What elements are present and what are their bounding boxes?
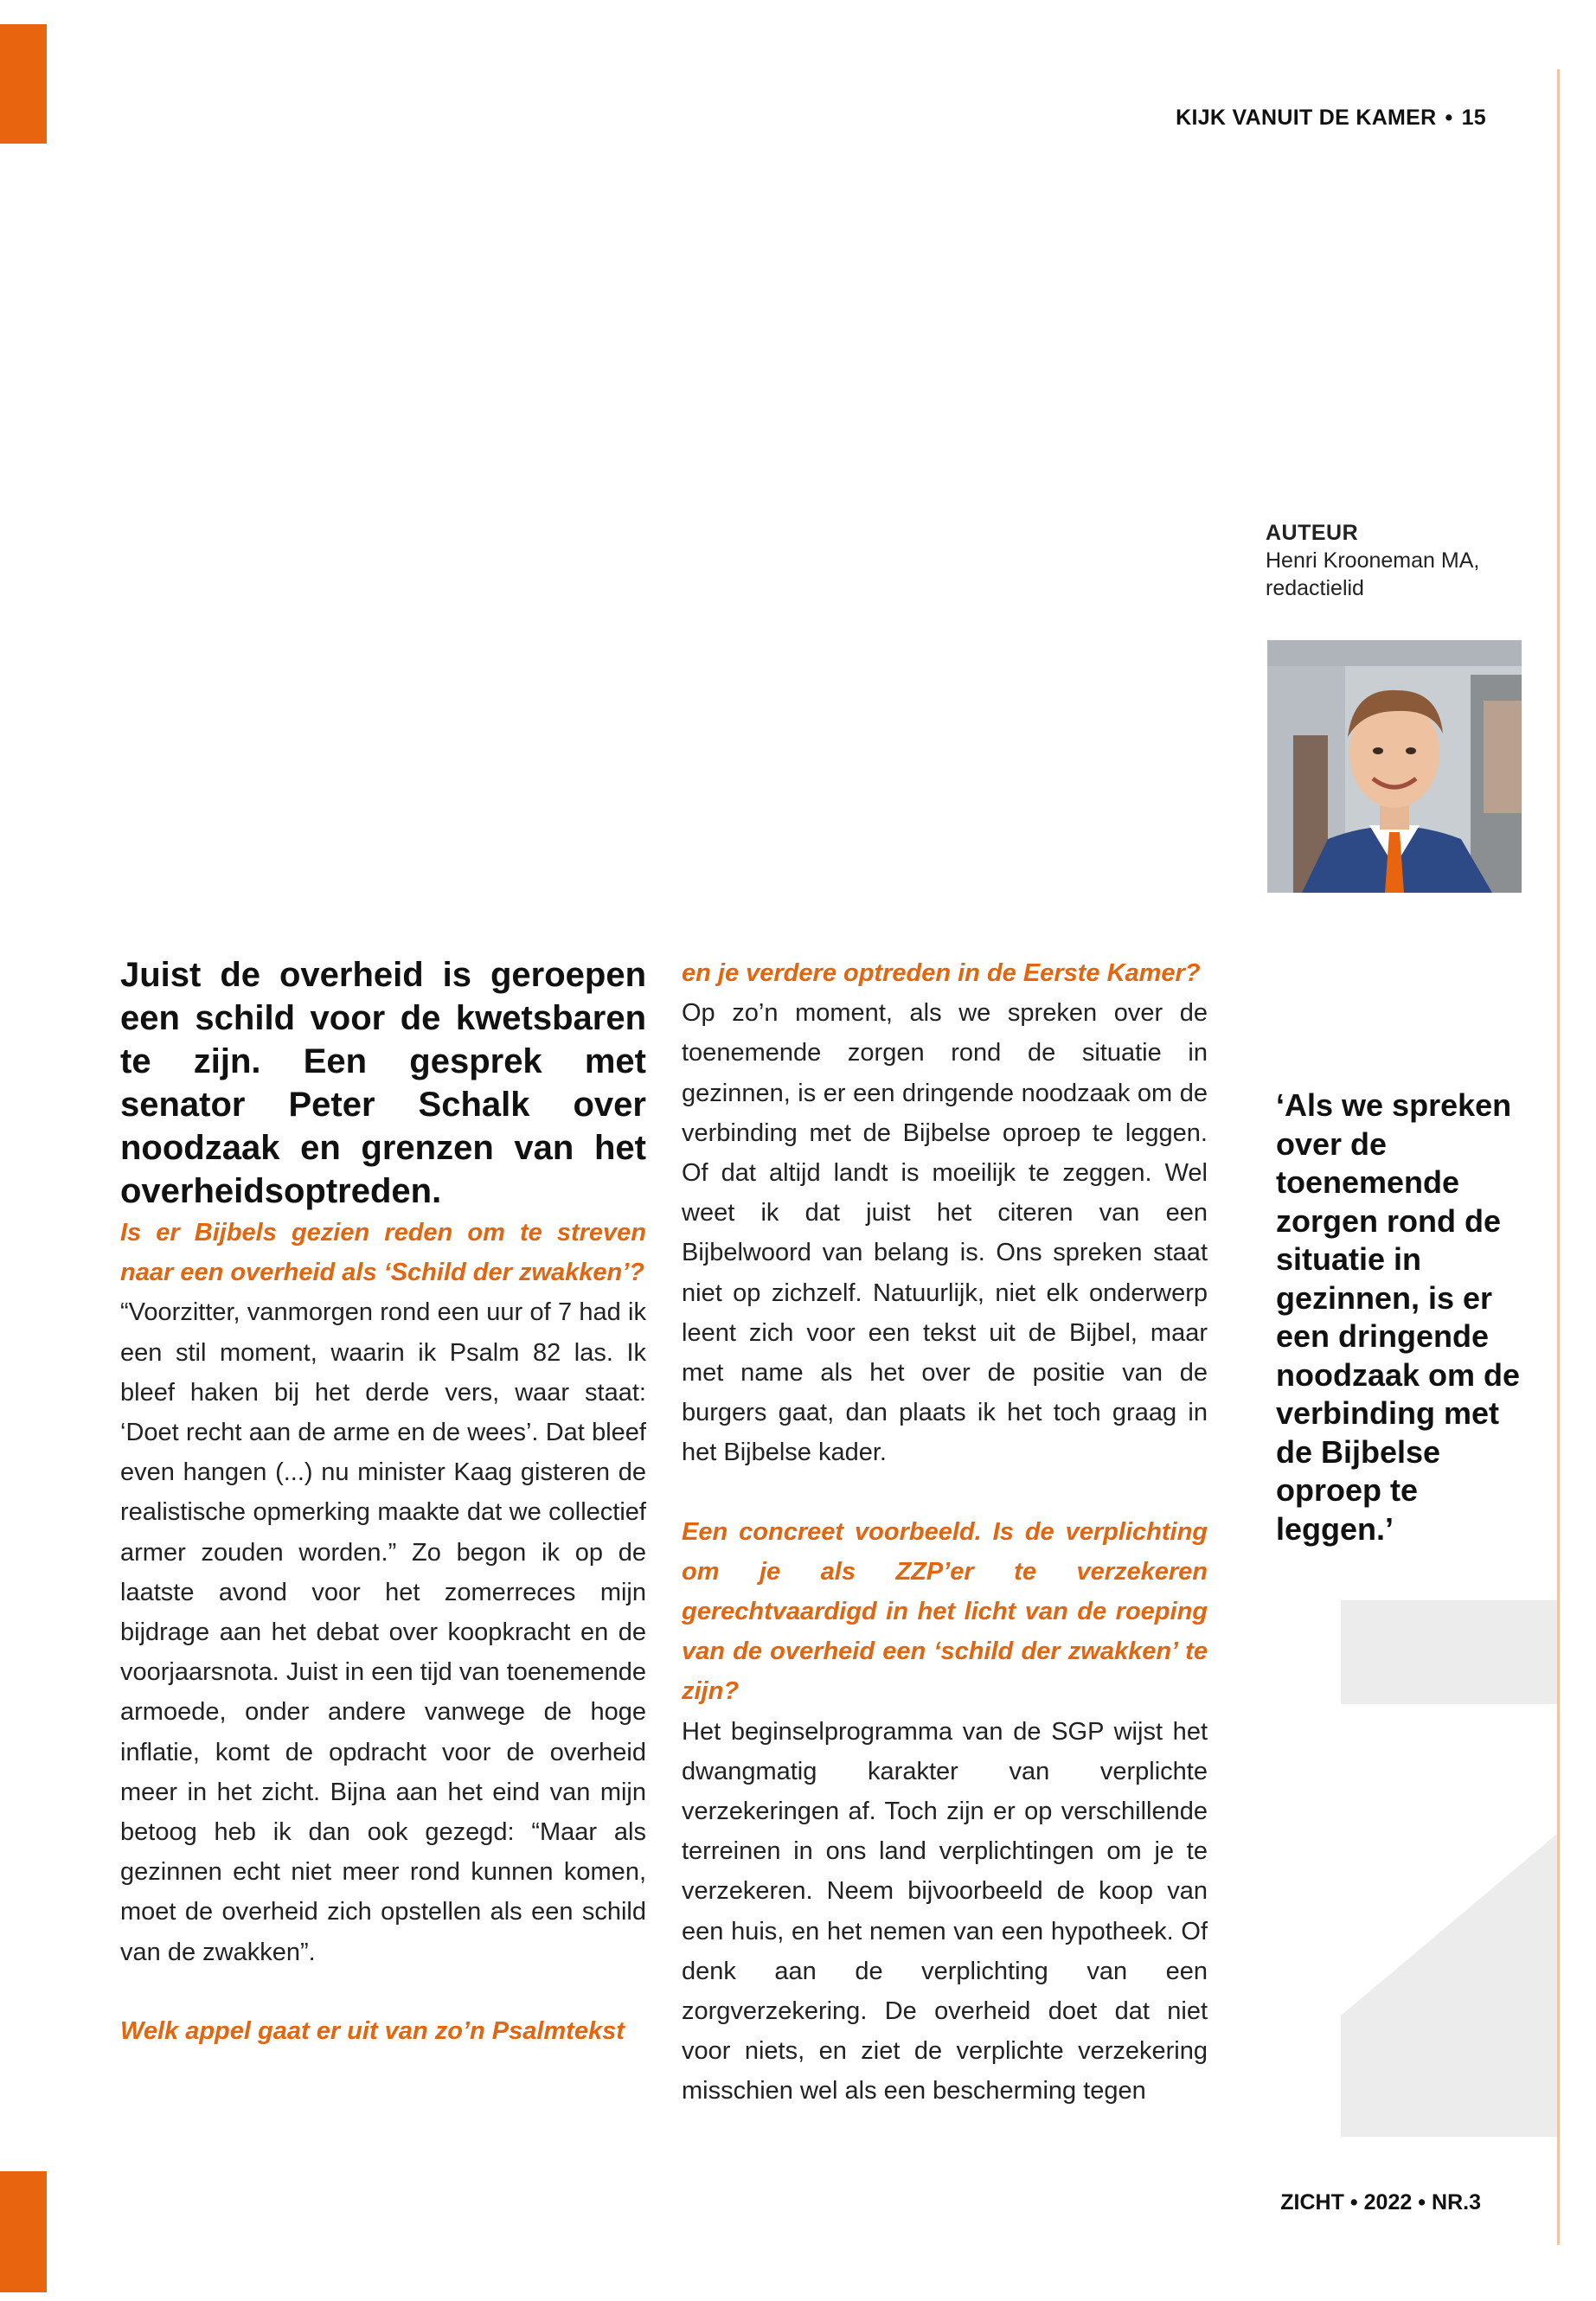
author-label: AUTEUR [1266, 521, 1359, 545]
portrait-illustration [1267, 640, 1522, 893]
header-separator: • [1445, 106, 1453, 130]
author-name: Henri Krooneman MA, [1266, 548, 1480, 573]
section-title: KIJK VANUIT DE KAMER [1176, 106, 1437, 130]
paragraph-gap [120, 1972, 646, 2011]
bottom-accent-tab [0, 2171, 47, 2292]
top-accent-tab [0, 24, 47, 144]
author-block [1266, 519, 1479, 602]
footer-separator: • [1349, 2190, 1358, 2214]
pull-quote: ‘Als we spreken over de toenemende zorgen rond de situatie in gezinnen, is er een dringende noodzaak om de verbinding met de Bijbelse oproep te leggen.’ [1276, 1087, 1521, 1547]
letter-z-graphic [1341, 1600, 1557, 2141]
interview-question-2-end: en je verdere optreden in de Eerste Kamer? [682, 959, 1201, 987]
answer-paragraph-1: “Voorzitter, vanmorgen rond een uur of 7 had ik een stil moment, waarin ik Psalm 82 las. Ik bleef haken bij het derde vers, waar staat: ‘Doet recht aan de arme en de wees’. Dat bleef even hangen (...) nu minister Kaag gisteren de realistische opmerking maakte dat we collectief armer zouden worden.” Zo begon ik op de laatste avond voor het zomerreces mijn bijdrage aan het debat over koopkracht en de voorjaarsnota. Juist in een tijd van toenemende armoede, onder andere vanwege de hoge inflatie, komt de opdracht voor de overheid meer in het zicht. Bijna aan het eind van mijn betoog heb ik dan ook gezegd: “Maar als gezinnen echt niet meer rond kunnen komen, moet de overheid zich opstellen als een schild van de zwakken”. [120, 1298, 646, 1966]
answer-paragraph-3: Het beginselprogramma van de SGP wijst het dwangmatig karakter van verplichte verzekeringen af. Toch zijn er op verschillende terreinen in ons land verplichtingen om je te verzekeren. Neem bijvoorbeeld de koop van een huis, en het nemen van een hypotheek. Of denk aan de verplichting van een zorgverzekering. De overheid doet dat niet voor niets, en ziet de verplichte verzekering misschien wel als een bescherming tegen [682, 1717, 1208, 2106]
page-number: 15 [1461, 106, 1486, 130]
interview-question-1: Is er Bijbels gezien reden om te streven naar een overheid als ‘Schild der zwakken’? [120, 1219, 646, 1287]
article-lede: Juist de overheid is geroepen een schild voor de kwetsbaren te zijn. Een gesprek met senator Peter Schalk over noodzaak en grenzen van het overheidsoptreden. [120, 956, 646, 1210]
running-header [1176, 106, 1486, 131]
answer-paragraph-2: Op zo’n moment, als we spreken over de toenemende zorgen rond de situatie in gezinnen, is er een dringende noodzaak om de verbinding met de Bijbelse oproep te leggen. Of dat altijd landt is moeilijk te zeggen. Wel weet ik dat juist het citeren van een Bijbelwoord van belang is. Ons spreken staat niet op zichzelf. Natuurlijk, niet elk onderwerp leent zich voor een tekst uit de Bijbel, maar met name als het over de positie van de burgers gaat, dan plaats ik het toch graag in het Bijbelse kader. [682, 999, 1208, 1467]
issue-year: 2022 [1363, 2190, 1413, 2214]
margin-rule [1557, 69, 1560, 2245]
author-role: redactielid [1266, 576, 1364, 600]
article-column-1 [120, 953, 646, 2051]
background-glyph [1341, 1600, 1557, 2137]
interview-question-2-start: Welk appel gaat er uit van zo’n Psalmtekst [120, 2016, 625, 2045]
interview-question-3: Een concreet voorbeeld. Is de verplichting om je als ZZP’er te verzekeren gerechtvaardigd in het licht van de roeping van de overheid een ‘schild der zwakken’ te zijn? [682, 1517, 1208, 1706]
author-photo [1267, 640, 1522, 893]
paragraph-gap [682, 1473, 1208, 1512]
page-footer [1280, 2190, 1481, 2215]
issue-number: NR.3 [1432, 2190, 1481, 2214]
footer-separator-2: • [1418, 2190, 1426, 2214]
magazine-name: ZICHT [1280, 2190, 1344, 2214]
article-column-2 [682, 953, 1208, 2112]
